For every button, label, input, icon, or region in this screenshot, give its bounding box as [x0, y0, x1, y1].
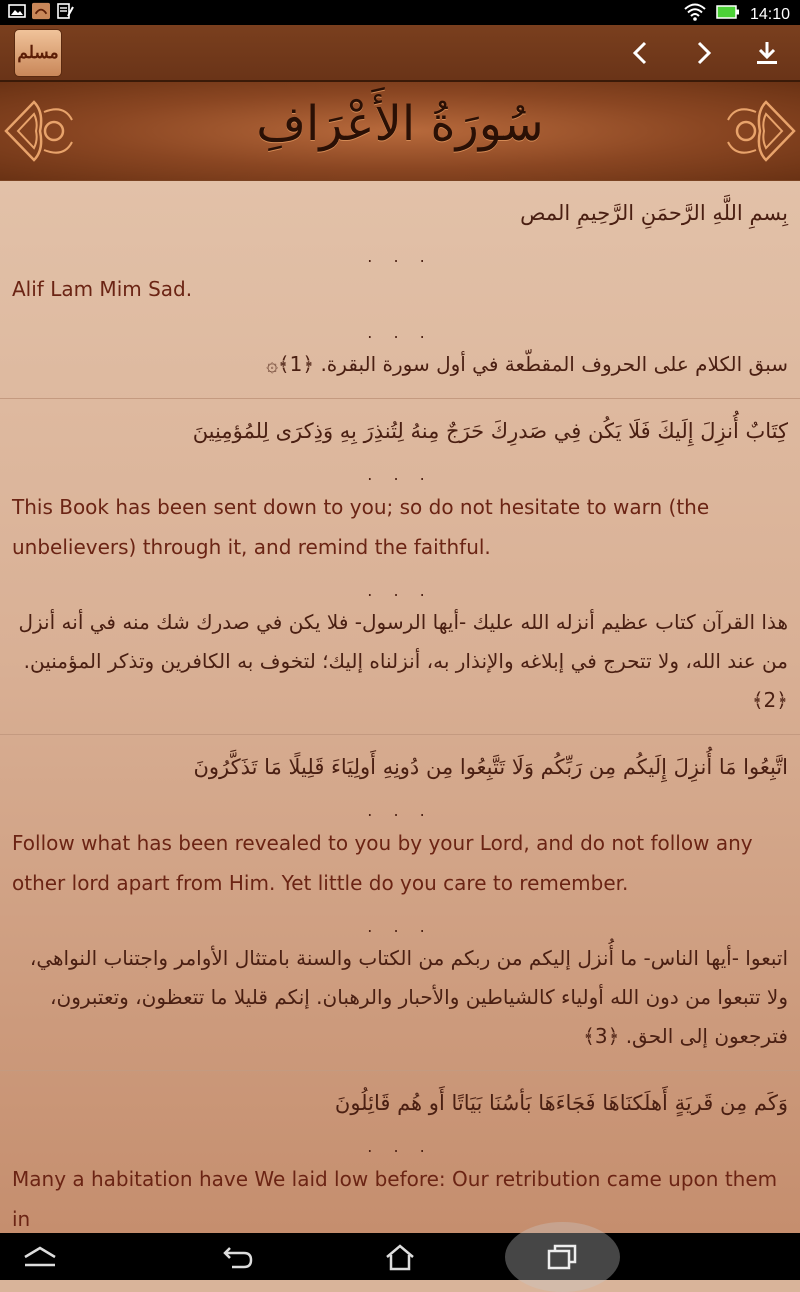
recents-icon — [546, 1243, 578, 1271]
surah-title: سُورَةُ الأَعْرَافِ — [256, 96, 544, 152]
verse-arabic-text: كِتَابٌ أُنزِلَ إِلَيكَ فَلَا يَكُن فِي صَدرِكَ حَرَجٌ مِنهُ لِتُنذِرَ بِهِ وَذِكرَى لِلمُؤمِنِينَ — [192, 419, 788, 443]
download-button[interactable] — [745, 31, 789, 75]
chevron-left-icon — [630, 40, 650, 66]
status-left-icons — [8, 3, 74, 19]
verses-list[interactable] — [0, 181, 800, 1233]
app-logo[interactable] — [14, 29, 62, 77]
home-icon — [384, 1243, 416, 1271]
surah-banner — [0, 82, 800, 181]
verse-arabic-text: بِسمِ اللَّهِ الرَّحمَنِ الرَّحِيمِ المص — [520, 201, 788, 225]
separator: . . . — [367, 247, 433, 266]
app-thumbnail-icon — [32, 3, 50, 19]
status-bar — [0, 0, 800, 25]
app-logo-text: مسلم — [17, 43, 59, 63]
verse-item[interactable] — [0, 735, 800, 1071]
separator: . . . — [367, 917, 433, 936]
separator: . . . — [367, 581, 433, 600]
clock: 14:10 — [749, 5, 790, 23]
wifi-icon — [684, 3, 706, 26]
battery-icon — [716, 4, 740, 25]
previous-button[interactable] — [618, 31, 662, 75]
separator: . . . — [367, 465, 433, 484]
document-icon — [56, 3, 74, 19]
nav-home-button[interactable] — [360, 1233, 440, 1280]
verse-translation: This Book has been sent down to you; so do not hesitate to warn (the unbelievers) through it, and remind the faithful. — [12, 495, 710, 559]
separator: . . . — [367, 323, 433, 342]
verse-tafsir: سبق الكلام على الحروف المقطّعة في أول سورة البقرة. ﴿1﴾۞ — [266, 352, 788, 376]
chevron-right-icon — [694, 40, 714, 66]
back-icon — [222, 1244, 254, 1270]
right-ornament-icon — [724, 92, 796, 170]
back-arrows-icon — [22, 1246, 58, 1268]
status-right-icons — [684, 3, 790, 26]
separator: . . . — [367, 1137, 433, 1156]
verse-arabic-text: اتَّبِعُوا مَا أُنزِلَ إِلَيكُم مِن رَبِّكُم وَلَا تَتَّبِعُوا مِن دُونِهِ أَولِيَاءَ قَلِيلًا مَا تَذَكَّرُونَ — [193, 755, 788, 779]
verse-translation: Follow what has been revealed to you by your Lord, and do not follow any other lord apart from Him. Yet little do you care to remember. — [12, 831, 753, 895]
verse-arabic-text: وَكَم مِن قَريَةٍ أَهلَكنَاهَا فَجَاءَهَا بَأسُنَا بَيَاتًا أَو هُم قَائِلُونَ — [334, 1091, 788, 1115]
separator: . . . — [367, 801, 433, 820]
system-nav-bar — [0, 1233, 800, 1280]
collapse-nav-button[interactable] — [0, 1233, 80, 1280]
verse-item[interactable] — [0, 399, 800, 735]
nav-back-button[interactable] — [198, 1233, 278, 1280]
download-icon — [754, 40, 780, 66]
verse-item[interactable] — [0, 181, 800, 399]
verse-translation: Many a habitation have We laid low before: Our retribution came upon them in — [12, 1167, 778, 1231]
verse-tafsir: هذا القرآن كتاب عظيم أنزله الله عليك -أيها الرسول- فلا يكن في صدرك شك منه في أنه أنزل من عند الله، ولا تتحرج في إبلاغه والإنذار به، أنزلناه إليك؛ لتخوف به الكافرين وتذكر المؤمنين. ﴿2﴾ — [18, 610, 788, 712]
app-toolbar — [0, 25, 800, 82]
verse-item[interactable] — [0, 1071, 800, 1233]
image-icon — [8, 3, 26, 19]
verse-translation: Alif Lam Mim Sad. — [12, 277, 193, 301]
verse-tafsir: اتبعوا -أيها الناس- ما أُنزل إليكم من ربكم من الكتاب والسنة بامتثال الأوامر واجتناب النواهي، ولا تتبعوا من دون الله أولياء كالشياطين والأحبار والرهبان. إنكم قليلا ما تتعظون، وتعتبرون، فترجعون إلى الحق. ﴿3﴾ — [29, 946, 788, 1048]
next-button[interactable] — [682, 31, 726, 75]
nav-recents-button[interactable] — [522, 1233, 602, 1280]
